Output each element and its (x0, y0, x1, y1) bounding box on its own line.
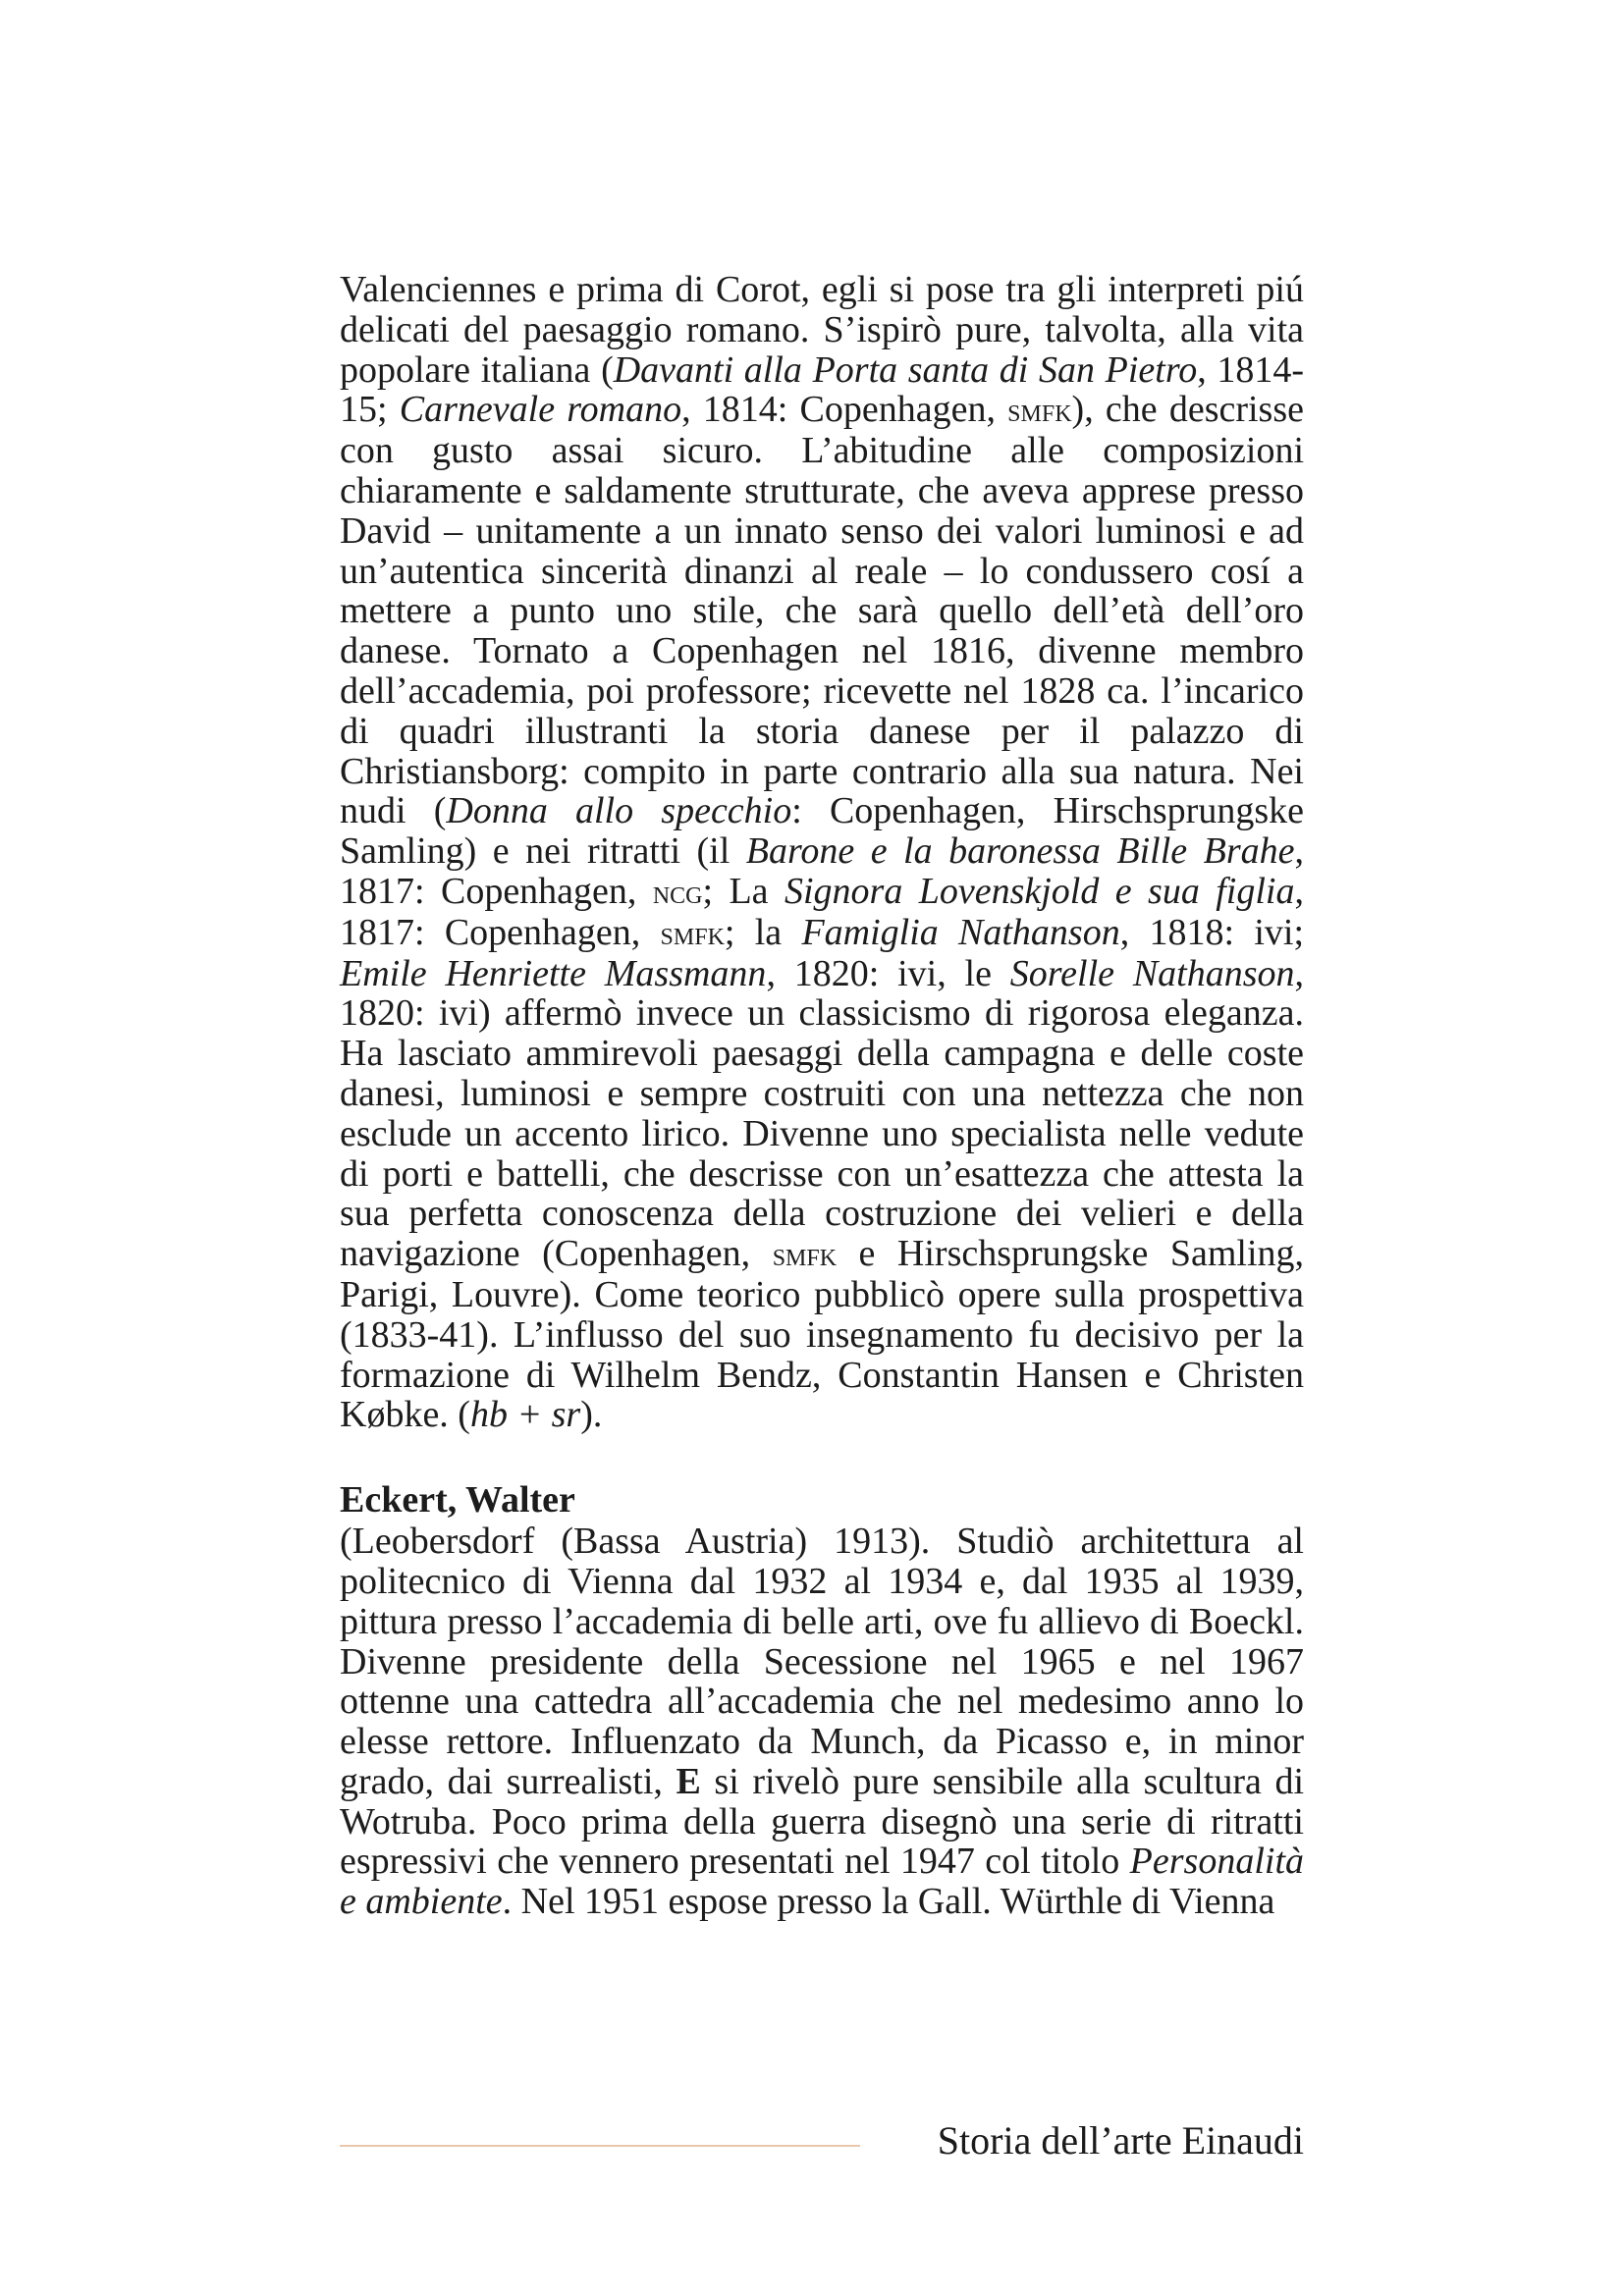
page-footer (340, 2117, 1304, 2166)
text-run: si rivelò pure sensibile alla scultura di Wotruba. Poco prima della guerra disegnò una serie di ritratti espressivi che vennero presentati nel 1947 col titolo (340, 1760, 1304, 1883)
entry-text-continued (340, 270, 1304, 1435)
text-run: , 1814-15; (340, 348, 1305, 431)
italic-title: Barone e la baronessa Bille Brahe (745, 830, 1295, 873)
text-run: (Leobersdorf (Bassa Austria) 1913). Studiò architettura al politecnico di Vienna dal 1932 al 1934 e, dal 1935 al 1939, pittura presso l’accademia di belle arti, ove fu allievo di Boeckl. Divenne presidente della Secessione nel 1965 e nel 1967 ottenne una cattedra all’accademia che nel medesimo anno lo elesse rettore. Influenzato da Munch, da Picasso e, in minor grado, dai surrealisti, (340, 1521, 1304, 1802)
italic-title: Famiglia Nathanson (801, 911, 1120, 953)
entry-text (340, 1522, 1304, 1922)
page-body (340, 270, 1304, 1922)
entry-heading: Eckert, Walter (340, 1479, 575, 1522)
text-run: , 1818: ivi; (1119, 911, 1304, 953)
text-run: ; la (724, 911, 802, 953)
italic-title: Sorelle Nathanson (1009, 952, 1295, 994)
italic-title: Emile Henriette Massmann (340, 952, 767, 994)
italic-title: Donna allo specchio (446, 790, 792, 832)
abbreviation: smfk (1007, 391, 1072, 430)
text-run: , 1817: Copenhagen, (340, 870, 1304, 953)
italic-title: Signora Lovenskjold e sua figlia (784, 870, 1295, 912)
italic-title: Personalità e ambiente (340, 1841, 1304, 1923)
text-run: Valenciennes e prima di Corot, egli si pose tra gli interpreti piú delicati del paesaggio romano. S’ispirò pure, talvolta, alla vita popolare italiana ( (340, 269, 1304, 391)
bold-initial: E (676, 1760, 701, 1802)
footer-rule (340, 2145, 860, 2147)
text-run: , 1814: Copenhagen, (681, 389, 1008, 431)
footer-title: Storia dell’arte Einaudi (937, 2118, 1304, 2163)
text-run: , 1817: Copenhagen, (340, 830, 1304, 912)
text-run: ). (580, 1394, 603, 1436)
text-run: . Nel 1951 espose presso la Gall. Würthle di Vienna (502, 1881, 1275, 1923)
text-run: e Hirschsprungske Samling, Parigi, Louvre). Come teorico pubblicò opere sulla prospettiva (1833-41). L’influsso del suo insegnamento fu decisivo per la formazione di Wilhelm Bendz, Constantin Hansen e Christen Købke. ( (340, 1233, 1304, 1436)
italic-title: hb + sr (469, 1394, 581, 1436)
italic-title: Davanti alla Porta santa di San Pietro (613, 348, 1198, 391)
text-run: ; La (702, 870, 784, 912)
italic-title: Carnevale romano (399, 389, 682, 431)
abbreviation: ncg (652, 872, 703, 911)
text-run: : Copenhagen, Hirschsprungske Samling) e nei ritratti (il (340, 790, 1304, 873)
abbreviation: smfk (772, 1235, 838, 1274)
text-run: ), che descrisse con gusto assai sicuro. L’abitudine alle composizioni chiaramente e saldamente strutturate, che aveva apprese presso David – unitamente a un innato senso dei valori luminosi e ad un’autentica sincerità dinanzi al reale – lo condussero cosí a mettere a punto uno stile, che sarà quello dell’età dell’oro danese. Tornato a Copenhagen nel 1816, divenne membro dell’accademia, poi professore; ricevette nel 1828 ca. l’incarico di quadri illustranti la storia danese per il palazzo di Christiansborg: compito in parte contrario alla sua natura. Nei nudi ( (340, 389, 1304, 832)
abbreviation: smfk (660, 913, 725, 952)
text-run: , 1820: ivi) affermò invece un classicismo di rigorosa eleganza. Ha lasciato ammirevoli paesaggi della campagna e delle coste danesi, luminosi e sempre costruiti con una nettezza che non esclude un accento lirico. Divenne uno specialista nelle vedute di porti e battelli, che descrisse con un’esattezza che attesta la sua perfetta conoscenza della costruzione dei velieri e della navigazione (Copenhagen, (340, 952, 1305, 1275)
text-run: , 1820: ivi, le (766, 952, 1010, 994)
